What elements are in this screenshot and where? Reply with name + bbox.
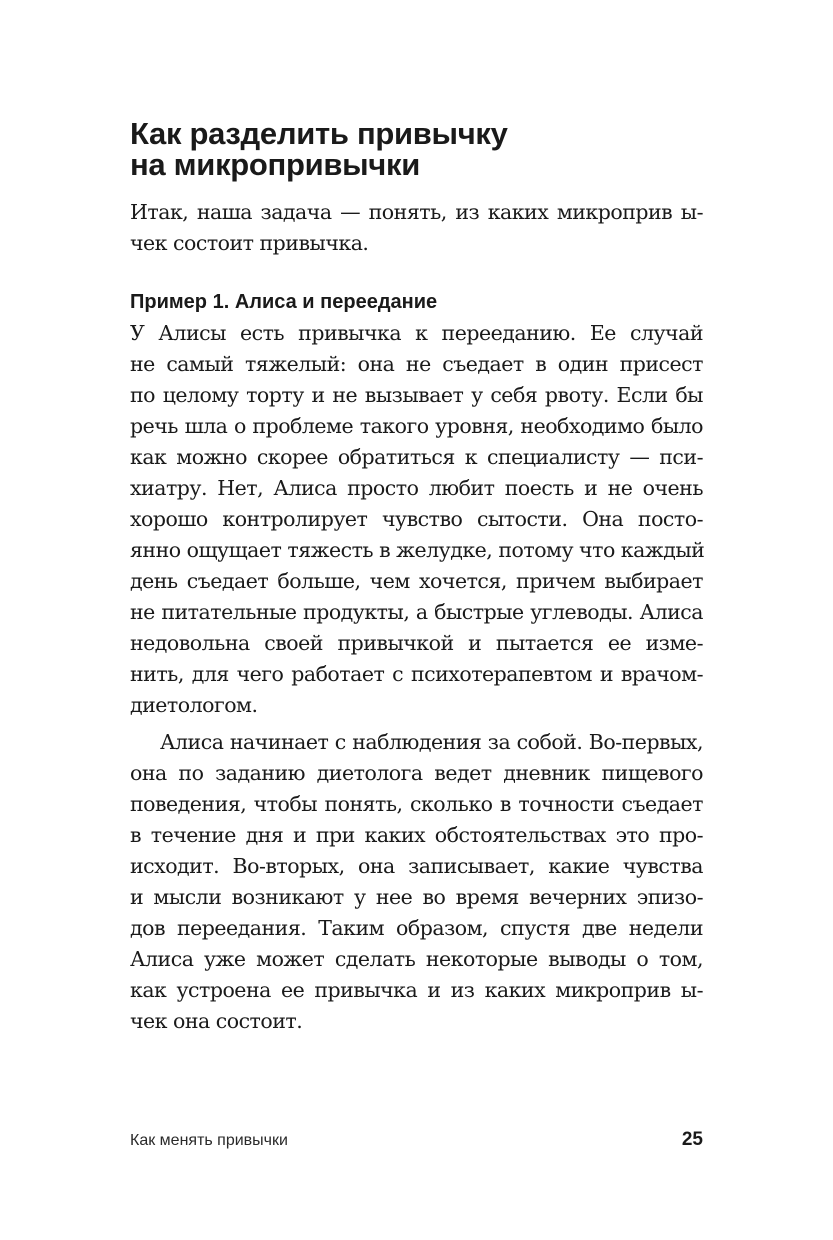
text-line: дов переедания. Таким образом, спустя две недели bbox=[130, 916, 703, 940]
text-line: она по заданию диетолога ведет дневник пищевого bbox=[130, 761, 703, 785]
example-title: Пример 1. Алиса и переедание bbox=[130, 291, 438, 313]
text-line: не питательные продукты, а быстрые углеводы. Алиса bbox=[130, 600, 703, 624]
text-line: Алиса уже может сделать некоторые выводы о том, bbox=[130, 947, 703, 971]
text-line: нить, для чего работает с психотерапевтом и врачом- bbox=[130, 662, 703, 686]
text-line: янно ощущает тяжесть в желудке, потому что каждый bbox=[130, 538, 705, 562]
text-line: недовольна своей привычкой и пытается ее изме- bbox=[130, 631, 703, 655]
paragraph-1 bbox=[130, 318, 703, 721]
text-line: исходит. Во-вторых, она записывает, какие чувства bbox=[130, 854, 703, 878]
page-number: 25 bbox=[681, 1129, 703, 1150]
text-line: и мысли возникают у нее во время вечерних эпизо- bbox=[130, 885, 703, 909]
text-line: как можно скорее обратиться к специалисту — пси- bbox=[130, 445, 703, 469]
text-line: не самый тяжелый: она не съедает в один присест bbox=[130, 352, 703, 376]
text-line: Итак, наша задача — понять, из каких микроприв ы- bbox=[130, 200, 703, 224]
text-line: чек она состоит. bbox=[130, 1009, 303, 1033]
text-line: речь шла о проблеме такого уровня, необходимо было bbox=[130, 414, 703, 438]
running-footer-book-title: Как менять привычки bbox=[130, 1132, 288, 1149]
paragraph-2 bbox=[130, 727, 703, 1037]
heading-line: Как разделить привычку bbox=[130, 116, 508, 151]
text-line: У Алисы есть привычка к перееданию. Ее случай bbox=[130, 321, 703, 345]
text-line: Алиса начинает с наблюдения за собой. Во-первых, bbox=[160, 730, 703, 754]
heading-line: на микропривычки bbox=[130, 147, 420, 182]
text-line: хиатру. Нет, Алиса просто любит поесть и не очень bbox=[130, 476, 703, 500]
text-line: день съедает больше, чем хочется, причем выбирает bbox=[130, 569, 703, 593]
text-line: как устроена ее привычка и из каких микроприв ы- bbox=[130, 978, 703, 1002]
text-line: по целому торту и не вызывает у себя рвоту. Если бы bbox=[130, 383, 703, 407]
section-heading bbox=[130, 118, 710, 180]
text-line: в течение дня и при каких обстоятельствах это про- bbox=[130, 823, 703, 847]
text-line: поведения, чтобы понять, сколько в точности съедает bbox=[130, 792, 703, 816]
text-line: чек состоит привычка. bbox=[130, 231, 369, 255]
text-line: диетологом. bbox=[130, 693, 258, 717]
text-line: хорошо контролирует чувство сытости. Она посто- bbox=[130, 507, 703, 531]
intro-paragraph bbox=[130, 197, 703, 259]
